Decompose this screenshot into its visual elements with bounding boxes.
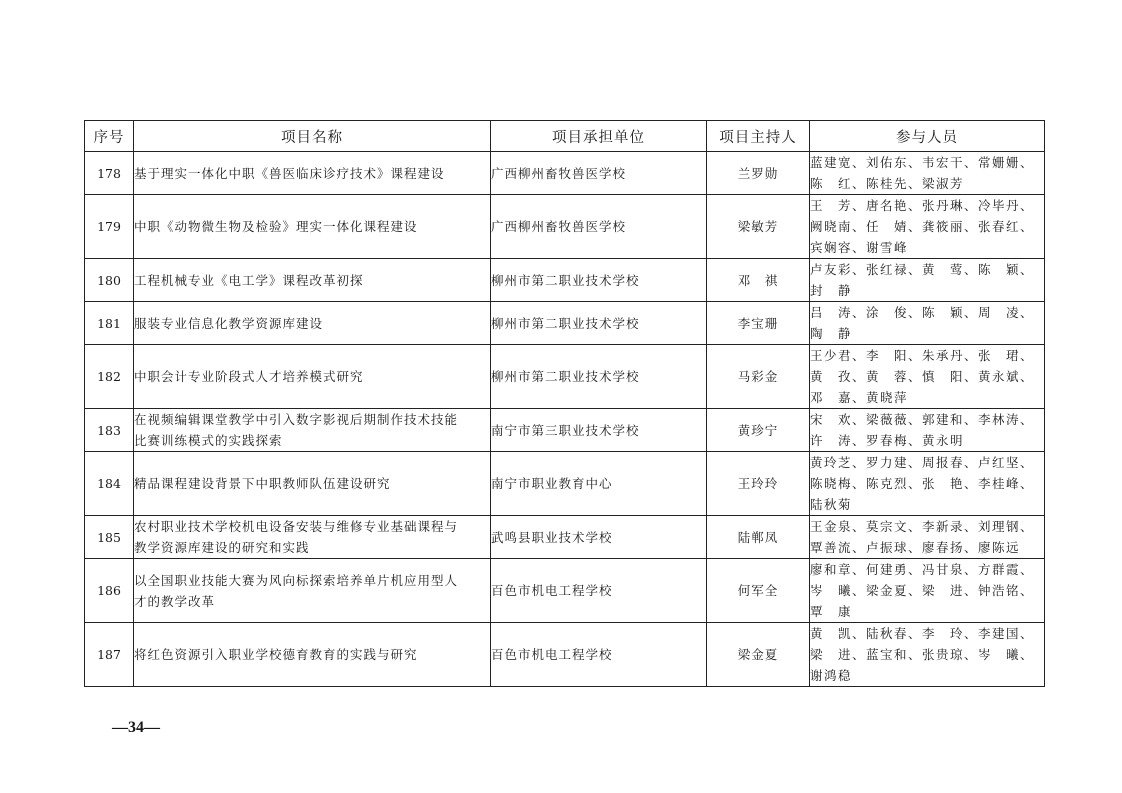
table-row xyxy=(85,623,1045,687)
cell-members-line: 陆秋菊 xyxy=(810,497,853,512)
cell-host: 梁敏芳 xyxy=(707,195,810,259)
cell-project-name xyxy=(134,302,491,345)
cell-members xyxy=(810,259,1045,302)
cell-members-line: 王金泉、莫宗文、李新录、刘理钢、 xyxy=(810,519,1035,534)
cell-unit: 百色市机电工程学校 xyxy=(491,623,707,687)
cell-members-line: 许 涛、罗春梅、黄永明 xyxy=(810,433,965,448)
table-row xyxy=(85,302,1045,345)
cell-members-line: 卢友彩、张红禄、黄 莺、陈 颖、 xyxy=(810,262,1035,277)
cell-project-name xyxy=(134,152,491,195)
cell-members-line: 王少君、李 阳、朱承丹、张 珺、 xyxy=(810,348,1035,363)
cell-unit: 柳州市第二职业技术学校 xyxy=(491,302,707,345)
cell-members-line: 吕 涛、涂 俊、陈 颖、周 凌、 xyxy=(810,305,1035,320)
cell-members-line: 蓝建宽、刘佑东、韦宏干、常姗姗、 xyxy=(810,155,1035,170)
table-row xyxy=(85,516,1045,559)
cell-unit: 武鸣县职业技术学校 xyxy=(491,516,707,559)
cell-members xyxy=(810,516,1045,559)
table-row xyxy=(85,452,1045,516)
table-row xyxy=(85,345,1045,409)
cell-members xyxy=(810,409,1045,452)
cell-members-line: 覃善流、卢振球、廖春扬、廖陈远 xyxy=(810,540,1021,555)
cell-host: 马彩金 xyxy=(707,345,810,409)
cell-project-name-line: 教学资源库建设的研究和实践 xyxy=(134,540,310,555)
cell-project-name xyxy=(134,559,491,623)
cell-members-line: 宋 欢、梁薇薇、郭建和、李林涛、 xyxy=(810,412,1035,427)
header-unit: 项目承担单位 xyxy=(491,121,707,152)
cell-project-name-line: 服装专业信息化教学资源库建设 xyxy=(134,315,324,331)
cell-host: 李宝珊 xyxy=(707,302,810,345)
project-table xyxy=(84,120,1045,687)
cell-project-name-line: 以全国职业技能大赛为风向标探索培养单片机应用型人 xyxy=(134,572,459,588)
cell-members xyxy=(810,195,1045,259)
cell-members-line: 封 静 xyxy=(810,283,853,298)
table-row xyxy=(85,259,1045,302)
table-row xyxy=(85,559,1045,623)
cell-members-line: 宾娴容、谢雪峰 xyxy=(810,240,909,255)
cell-members-line: 黄 孜、黄 蓉、慎 阳、黄永斌、 xyxy=(810,369,1035,384)
cell-members-line: 陈晓梅、陈克烈、张 艳、李桂峰、 xyxy=(810,476,1035,491)
cell-members xyxy=(810,623,1045,687)
cell-no: 185 xyxy=(85,516,134,559)
cell-no: 186 xyxy=(85,559,134,623)
cell-project-name-line: 才的教学改革 xyxy=(134,593,216,609)
cell-unit: 百色市机电工程学校 xyxy=(491,559,707,623)
cell-project-name xyxy=(134,195,491,259)
cell-project-name xyxy=(134,623,491,687)
cell-members xyxy=(810,452,1045,516)
table-row xyxy=(85,409,1045,452)
cell-project-name-line: 基于理实一体化中职《兽医临床诊疗技术》课程建设 xyxy=(134,165,445,181)
cell-members xyxy=(810,559,1045,623)
cell-members xyxy=(810,152,1045,195)
cell-members-line: 王 芳、唐名艳、张丹琳、冷毕丹、 xyxy=(810,198,1035,213)
cell-no: 184 xyxy=(85,452,134,516)
cell-members xyxy=(810,345,1045,409)
table-row xyxy=(85,152,1045,195)
cell-members-line: 覃 康 xyxy=(810,604,853,619)
table-row xyxy=(85,195,1045,259)
cell-project-name xyxy=(134,516,491,559)
page-number: —34— xyxy=(112,719,160,736)
cell-project-name xyxy=(134,452,491,516)
cell-members-line: 阙晓南、任 婧、龚筱丽、张春红、 xyxy=(810,219,1035,234)
cell-members-line: 黄 凯、陆秋春、李 玲、李建国、 xyxy=(810,626,1035,641)
cell-project-name-line: 农村职业技术学校机电设备安装与维修专业基础课程与 xyxy=(134,519,459,534)
cell-project-name-line: 在视频编辑课堂教学中引入数字影视后期制作技术技能 xyxy=(134,412,459,427)
cell-project-name xyxy=(134,345,491,409)
cell-members xyxy=(810,302,1045,345)
cell-unit: 南宁市职业教育中心 xyxy=(491,452,707,516)
cell-project-name-line: 精品课程建设背景下中职教师队伍建设研究 xyxy=(134,476,391,491)
cell-no: 178 xyxy=(85,152,134,195)
cell-members-line: 廖和章、何建勇、冯甘泉、方群霞、 xyxy=(810,562,1035,577)
cell-host: 黄珍宁 xyxy=(707,409,810,452)
table-header-row xyxy=(85,121,1045,152)
cell-project-name xyxy=(134,259,491,302)
header-host: 项目主持人 xyxy=(707,121,810,152)
cell-members-line: 谢鸿稳 xyxy=(810,668,853,683)
cell-no: 183 xyxy=(85,409,134,452)
cell-host: 梁金夏 xyxy=(707,623,810,687)
cell-unit: 柳州市第二职业技术学校 xyxy=(491,259,707,302)
table-body xyxy=(85,152,1045,687)
cell-project-name-line: 比赛训练模式的实践探索 xyxy=(134,433,283,448)
cell-project-name-line: 将红色资源引入职业学校德育教育的实践与研究 xyxy=(134,647,418,662)
cell-project-name-line: 中职《动物微生物及检验》理实一体化课程建设 xyxy=(134,219,418,234)
cell-host: 邓 祺 xyxy=(707,259,810,302)
cell-host: 王玲玲 xyxy=(707,452,810,516)
cell-host: 何军全 xyxy=(707,559,810,623)
cell-members-line: 黄玲芝、罗力建、周报春、卢红坚、 xyxy=(810,455,1035,470)
cell-members-line: 岑 曦、梁金夏、梁 进、钟浩铭、 xyxy=(810,583,1035,598)
cell-no: 181 xyxy=(85,302,134,345)
cell-project-name-line: 工程机械专业《电工学》课程改革初探 xyxy=(134,272,364,288)
cell-members-line: 陶 静 xyxy=(810,326,853,341)
cell-project-name-line: 中职会计专业阶段式人才培养模式研究 xyxy=(134,369,364,384)
cell-no: 182 xyxy=(85,345,134,409)
cell-members-line: 邓 嘉、黄晓萍 xyxy=(810,390,909,405)
cell-members-line: 陈 红、陈桂先、梁淑芳 xyxy=(810,176,965,191)
cell-unit: 柳州市第二职业技术学校 xyxy=(491,345,707,409)
header-members: 参与人员 xyxy=(810,121,1045,152)
cell-unit: 南宁市第三职业技术学校 xyxy=(491,409,707,452)
cell-members-line: 梁 进、蓝宝和、张贵琼、岑 曦、 xyxy=(810,647,1035,662)
header-no: 序号 xyxy=(85,121,134,152)
cell-host: 陆郸凤 xyxy=(707,516,810,559)
cell-no: 187 xyxy=(85,623,134,687)
header-project-name: 项目名称 xyxy=(134,121,491,152)
cell-no: 180 xyxy=(85,259,134,302)
cell-unit: 广西柳州畜牧兽医学校 xyxy=(491,152,707,195)
cell-host: 兰罗勋 xyxy=(707,152,810,195)
cell-project-name xyxy=(134,409,491,452)
cell-no: 179 xyxy=(85,195,134,259)
cell-unit: 广西柳州畜牧兽医学校 xyxy=(491,195,707,259)
